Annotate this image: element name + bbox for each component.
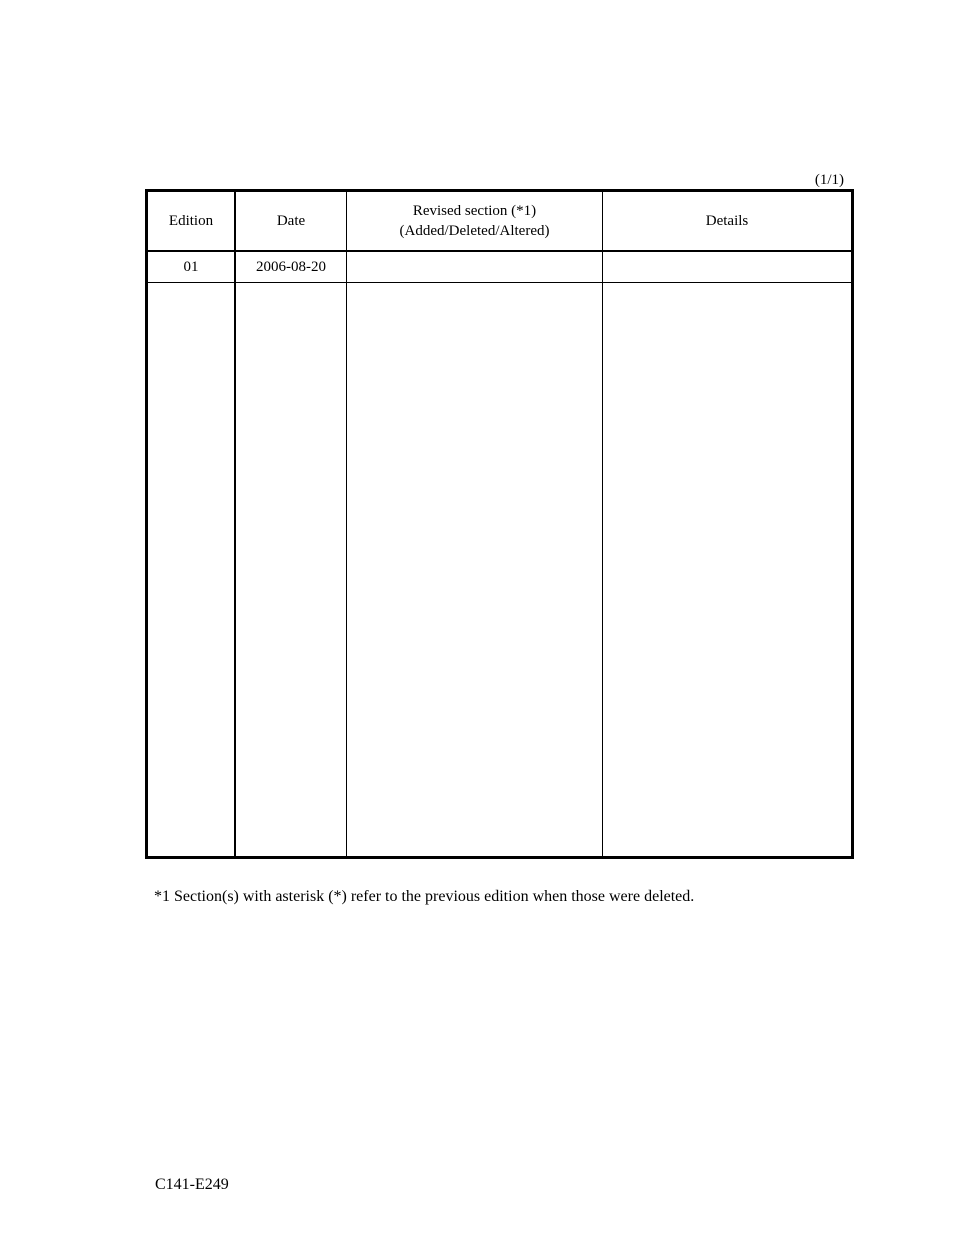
footnote: *1 Section(s) with asterisk (*) refer to the previous edition when those were deleted. — [154, 888, 695, 905]
cell-revised-section — [347, 251, 603, 283]
header-edition: Edition — [147, 191, 236, 252]
header-revised-section-line1: Revised section (*1) — [412, 203, 537, 219]
table-row — [147, 251, 853, 283]
header-revised-section — [347, 191, 603, 252]
blank-cell-edition — [147, 283, 236, 858]
cell-date: 2006-08-20 — [235, 251, 347, 283]
cell-details — [603, 251, 853, 283]
blank-cell-details — [603, 283, 853, 858]
blank-cell-revised-section — [347, 283, 603, 858]
header-details: Details — [603, 191, 853, 252]
cell-edition: 01 — [147, 251, 236, 283]
header-revised-section-line2: (Added/Deleted/Altered) — [399, 223, 550, 239]
header-date: Date — [235, 191, 347, 252]
table-header-row — [147, 191, 853, 252]
revision-history-table — [145, 189, 854, 859]
blank-cell-date — [235, 283, 347, 858]
table-blank-row — [147, 283, 853, 858]
page-indicator: (1/1) — [814, 172, 844, 188]
document-code: C141-E249 — [155, 1176, 229, 1193]
